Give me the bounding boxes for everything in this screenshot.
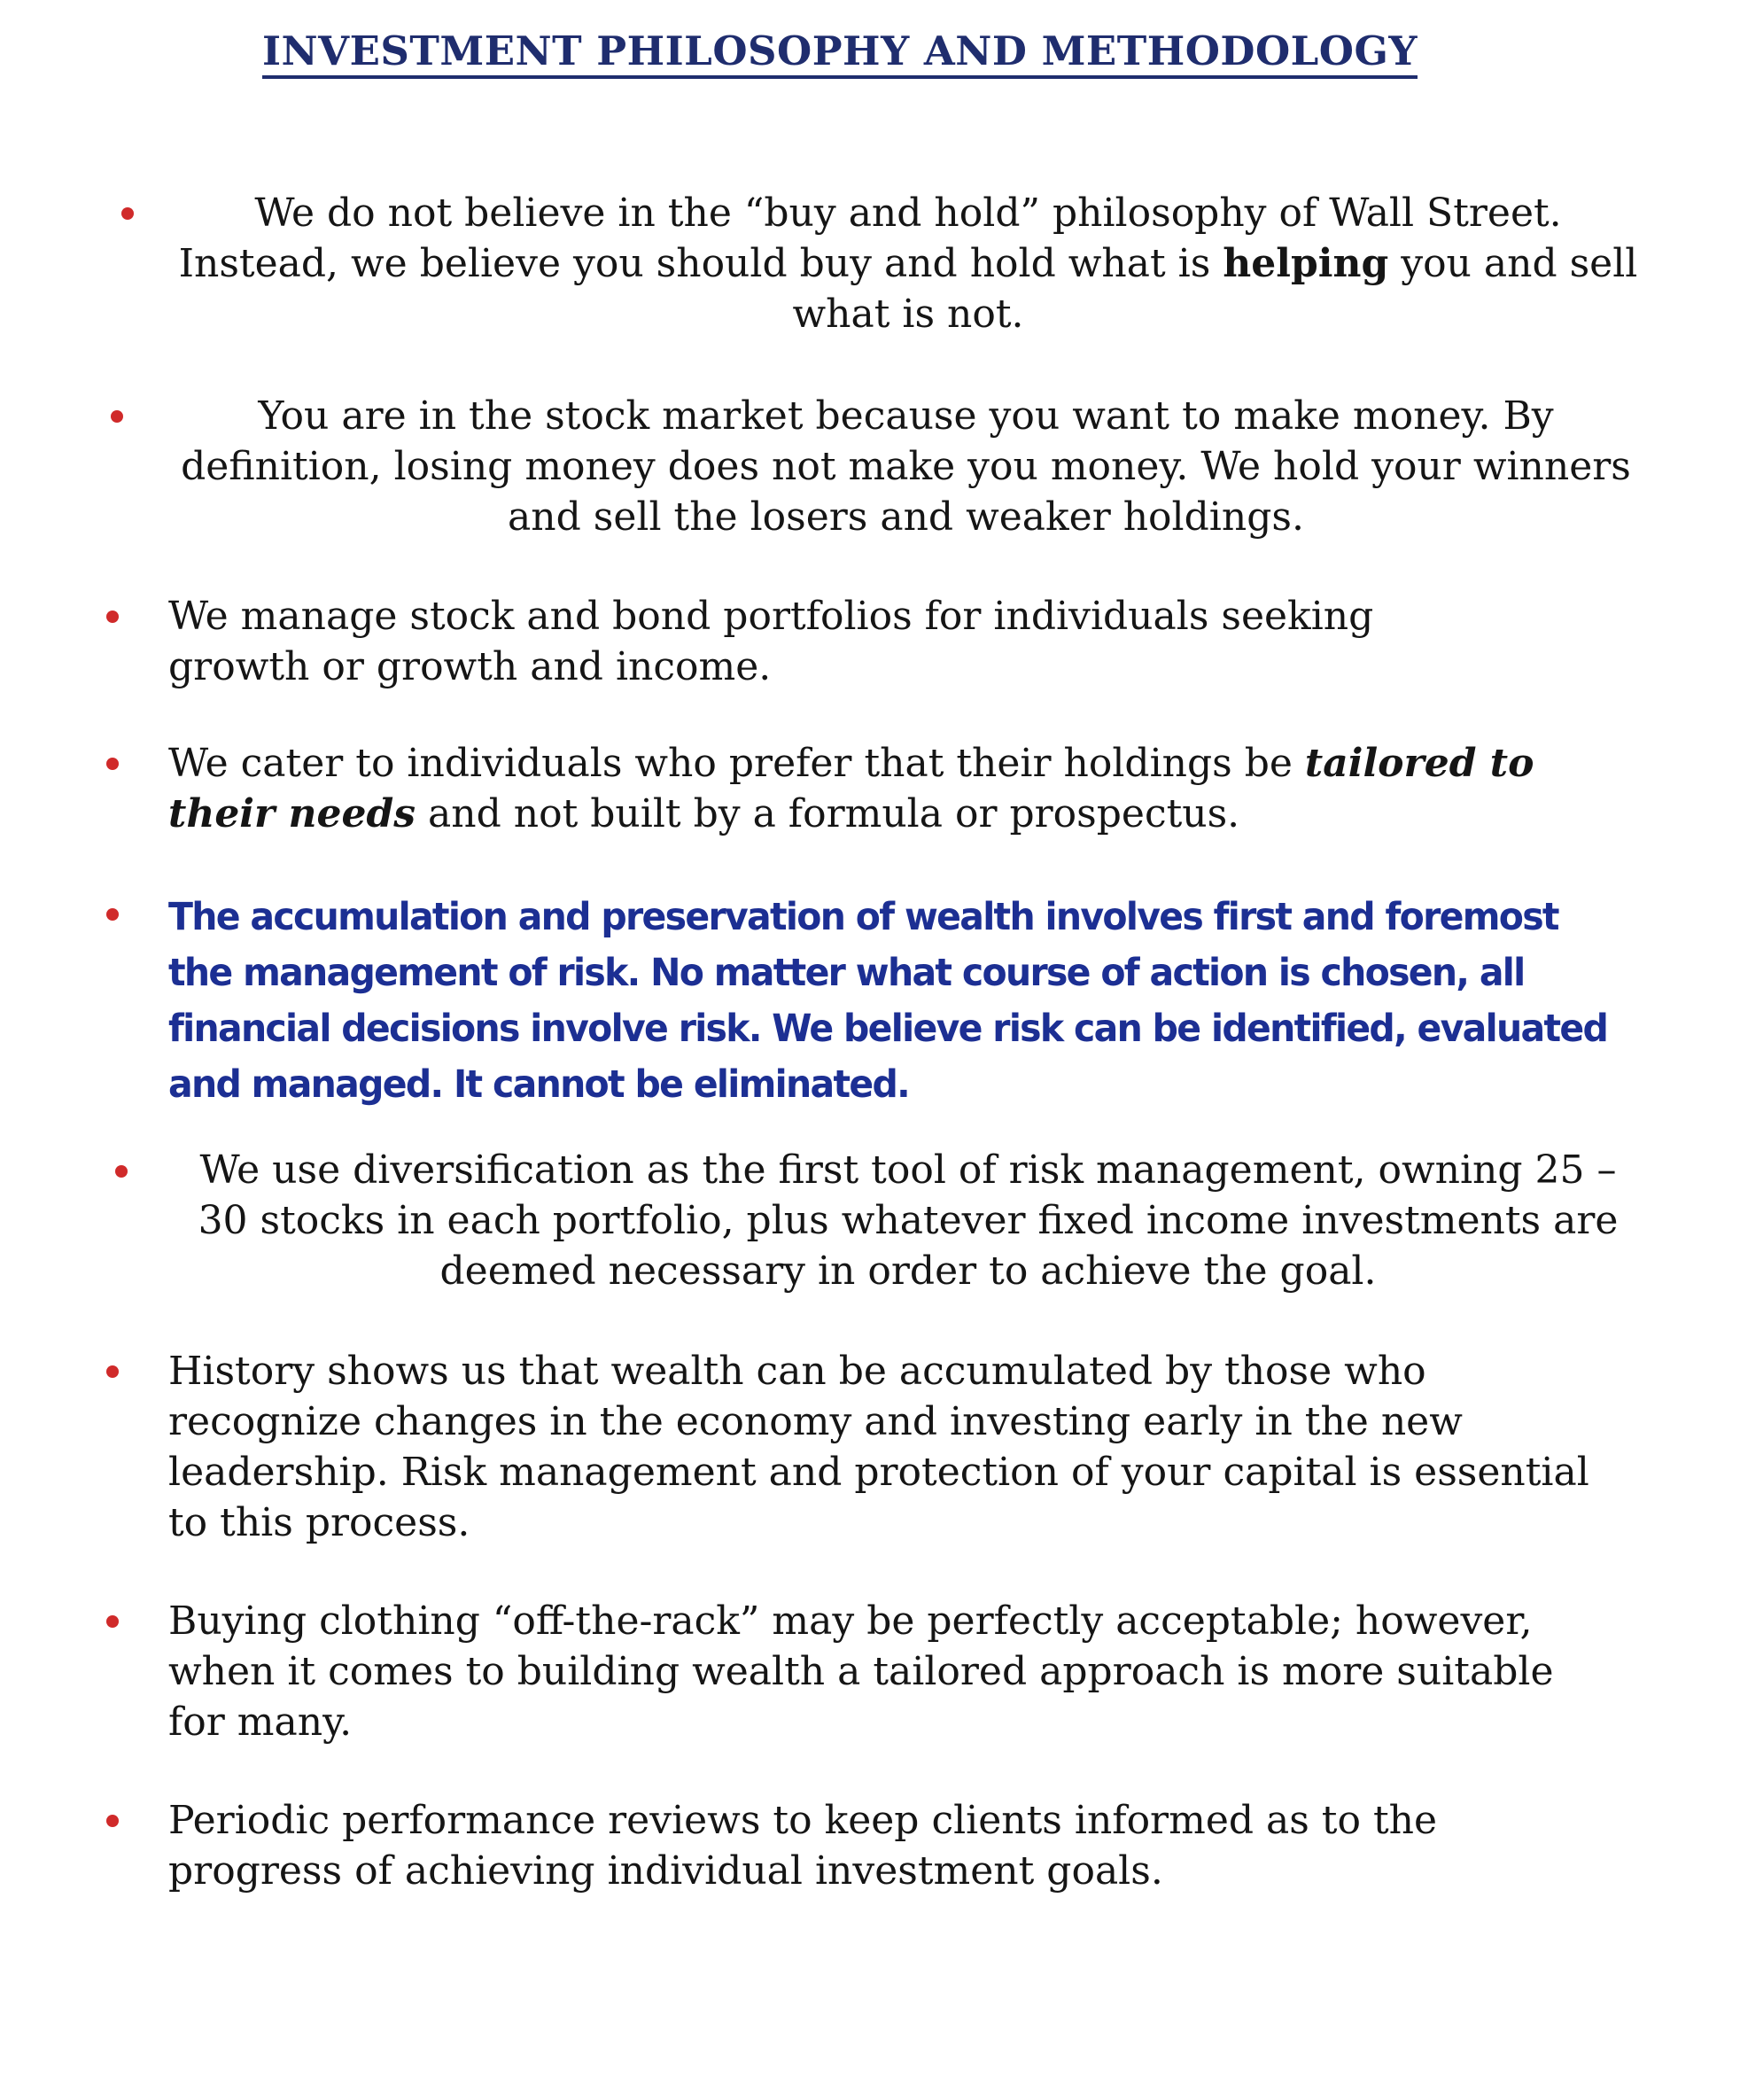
item-text: We do not believe in the “buy and hold” philosophy of Wall Street. Instead, we believe you should buy and hold what is	[178, 191, 1562, 286]
page-title-text: INVESTMENT PHILOSOPHY AND METHODOLOGY	[262, 27, 1418, 79]
bullet-item-buy-and-hold	[173, 188, 1643, 339]
bullet-item-portfolios: We manage stock and bond portfolios for individuals seeking growth or growth and income.	[168, 594, 1374, 689]
page-title	[262, 25, 1418, 78]
item-text: and not built by a formula or prospectus.	[416, 791, 1240, 836]
bullet-icon	[106, 758, 119, 770]
bullet-item-history: History shows us that wealth can be accumulated by those who recognize changes in the economy and investing early in the new leadership. Risk management and protection of your capital is essential to this process.	[168, 1349, 1589, 1545]
item-text: We cater to individuals who prefer that their holdings be	[168, 741, 1305, 786]
bullet-item-off-the-rack: Buying clothing “off-the-rack” may be perfectly acceptable; however, when it comes to building wealth a tailored approach is more suitable for many.	[168, 1598, 1554, 1745]
bullet-item-diversification: We use diversification as the first tool of risk management, owning 25 – 30 stocks in each portfolio, plus whatever fixed income investments are deemed necessary in order to achieve the goal.	[198, 1147, 1619, 1294]
bullet-item-make-money: You are in the stock market because you want to make money. By definition, losing money does not make you money. We hold your winners and sell the losers and weaker holdings.	[181, 393, 1631, 540]
bullet-icon	[106, 908, 119, 921]
bullet-item-tailored	[168, 738, 1621, 839]
bullet-icon	[106, 611, 119, 623]
bullet-icon	[106, 1815, 119, 1827]
bullet-icon	[111, 410, 123, 423]
item-emphasis: helping	[1223, 241, 1389, 286]
bullet-icon	[121, 207, 134, 220]
bullet-item-risk: The accumulation and preservation of wealth involves first and foremost the management of risk. No matter what course of action is chosen, all financial decisions involve risk. We believe risk can be identified, evaluated and managed. It cannot be eliminated.	[168, 894, 1608, 1107]
bullet-icon	[106, 1365, 119, 1378]
item-text: you and sell what is not.	[792, 241, 1638, 337]
bullet-icon	[106, 1615, 119, 1628]
bullet-icon	[115, 1165, 128, 1178]
item-emphasis: tailored to their needs	[168, 741, 1534, 836]
bullet-item-reviews: Periodic performance reviews to keep clients informed as to the progress of achieving individual investment goals.	[168, 1798, 1438, 1894]
